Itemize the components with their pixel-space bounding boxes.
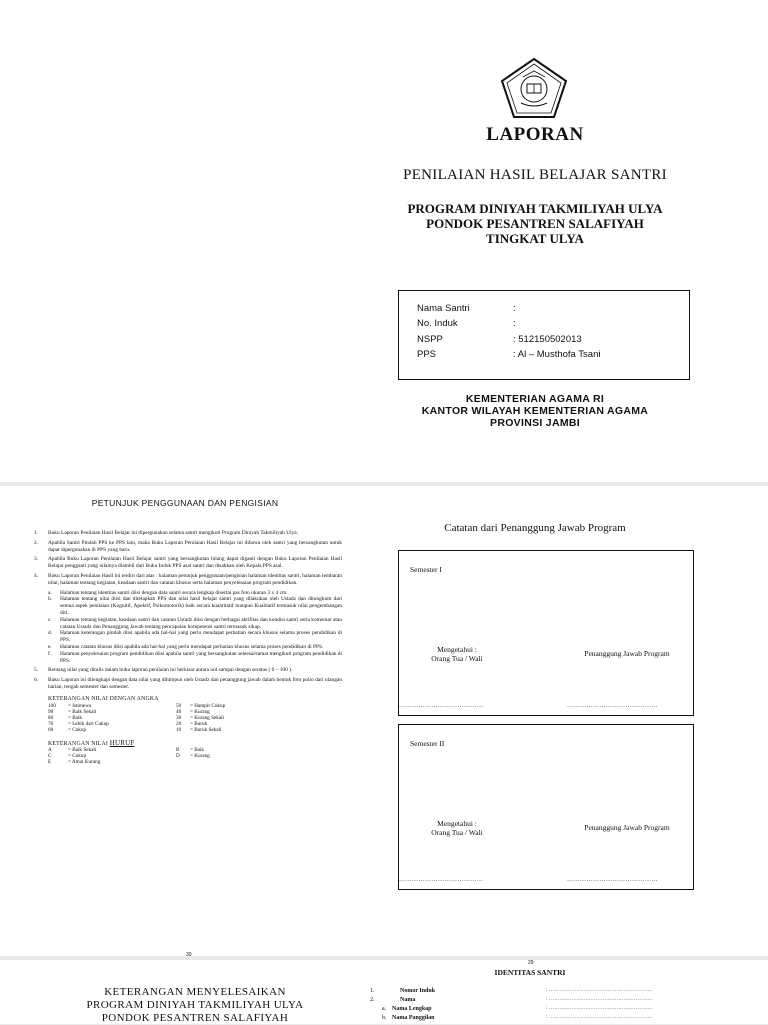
grade-desc: = Baik xyxy=(190,747,205,754)
ministry-line: KEMENTERIAN AGAMA RI xyxy=(465,393,605,405)
program-line: PONDOK PESANTREN SALAFIYAH xyxy=(426,216,644,231)
grade-value: A xyxy=(48,747,52,754)
grade-desc: = Istimewa xyxy=(68,702,92,709)
identity-label: Nama Santri xyxy=(417,303,470,314)
item-letter: f. xyxy=(48,650,52,657)
grade-value: 70 xyxy=(48,720,54,727)
page-number: 29 xyxy=(528,960,534,966)
row-label: Nama Panggilan xyxy=(392,1015,435,1021)
row-number: 1. xyxy=(370,988,375,994)
semester-label: Semester I xyxy=(410,565,442,574)
page-number: 30 xyxy=(186,952,192,958)
item-text: Apabila Santri Pindah PPS ke PPS lain, maka Buku Laporan Penilaian Hasil Belajar ini dibawa oleh santri yang bersangkutan untuk dapat dipergunakan di PPS yang baru. xyxy=(48,539,342,553)
sub-item xyxy=(32,651,342,665)
grade-desc: = Baik xyxy=(68,714,83,721)
grade-value: B xyxy=(176,747,180,754)
item-number: 3. xyxy=(34,556,39,563)
item-number: 4. xyxy=(34,572,39,579)
item-number: 5. xyxy=(34,667,39,674)
cover-page xyxy=(0,0,768,482)
row-letter: b. xyxy=(382,1015,387,1021)
parent-text: Orang Tua / Wali xyxy=(431,828,483,837)
item-letter: b. xyxy=(48,596,53,603)
ministry-line: KANTOR WILAYAH KEMENTERIAN AGAMA xyxy=(421,405,649,417)
grade-desc: = Buruk Sekali xyxy=(190,726,222,733)
semester-box xyxy=(398,550,694,716)
grade-column-right xyxy=(176,747,210,759)
identity-label: NSPP xyxy=(417,334,443,345)
grade-value: 40 xyxy=(176,708,182,715)
list-item xyxy=(32,677,342,691)
grade-desc: = Kurang Sekali xyxy=(190,714,225,721)
grade-desc: = Cukup xyxy=(68,726,87,733)
signature-line: …………………………………… xyxy=(567,877,658,883)
grade-row xyxy=(48,759,100,765)
grade-row xyxy=(176,753,210,759)
acknowledge-text: Mengetahui : xyxy=(437,645,477,654)
identity-value: : xyxy=(513,318,516,329)
row-letter: a. xyxy=(382,1006,387,1012)
identity-value: : Al – Musthofa Tsani xyxy=(513,349,601,360)
grade-value: 50 xyxy=(176,702,182,709)
row-fill-line: : …………………………………………………… xyxy=(546,988,654,993)
grade-desc: = Kurang xyxy=(190,753,210,760)
instructions-title: PETUNJUK PENGGUNAAN DAN PENGISIAN xyxy=(91,498,279,508)
identity-label: PPS xyxy=(417,349,437,360)
completion-line: KETERANGAN MENYELESAIKAN xyxy=(104,986,286,998)
program-line: PROGRAM DINIYAH TAKMILIYAH ULYA xyxy=(407,201,663,216)
grade-value: 100 xyxy=(48,702,56,709)
acknowledge-text: Mengetahui : xyxy=(437,819,477,828)
grade-number-title: KETERANGAN NILAI DENGAN ANGKA xyxy=(48,695,159,702)
grade-column-right xyxy=(176,703,225,733)
row-fill-line: : …………………………………………………… xyxy=(546,1015,654,1020)
identity-title: IDENTITAS SANTRI xyxy=(494,968,566,977)
semester-box xyxy=(398,724,694,890)
item-number: 1. xyxy=(34,530,39,536)
parent-text: Orang Tua / Wali xyxy=(431,654,483,663)
item-letter: c. xyxy=(48,616,52,623)
sub-item xyxy=(32,596,342,616)
grade-row xyxy=(176,727,225,733)
identity-value: : 512150502013 xyxy=(513,334,582,345)
ministry-line: PROVINSI JAMBI xyxy=(490,417,580,429)
report-title: LAPORAN xyxy=(486,124,584,145)
instructions-notes-page xyxy=(0,486,768,956)
grade-letter-title xyxy=(48,740,342,748)
grade-value: E xyxy=(48,759,52,766)
item-text: Halaman catatan khusus diisi apabila ada hal-hal yang perlu mendapat perhatian khusus selama proses pendidikan di PPS. xyxy=(60,643,324,650)
item-text: Halaman penyelesaian program pendidikan diisi apabila santri yang bersangkutan seleesai/tamat mengikuti program pendidikan di PPS. xyxy=(60,650,342,664)
row-fill-line: : …………………………………………………… xyxy=(546,997,654,1002)
item-text: Buku Laporan ini dilengkapi dengan data nilai yang dihimpun oleh Ustadz dan penanggung jawab dalam bentuk foto polio dari ulangan harian, tengah semester dan semester. xyxy=(48,677,342,690)
row-label: Nama xyxy=(400,997,416,1003)
grade-value: C xyxy=(48,753,52,760)
item-letter: e. xyxy=(48,643,52,650)
item-letter: a. xyxy=(48,589,52,596)
grade-desc: = Lebih dari Cukup xyxy=(68,720,109,727)
row-label: Nomor Induk xyxy=(400,988,436,994)
grade-column-left xyxy=(48,747,100,765)
signature-line: ………………………………… xyxy=(399,877,484,883)
item-text: Apabila Buku Laporan Penilaian Hasil Belajar santri yang bersangkutan hilang dapat diganti dengan Buku Laporan Penilaian Hasil Belajar pengganti yang nilainya diambil dari Buku Induk PPS asal santri dan disahkan oleh Kepala PPS asal. xyxy=(48,556,342,570)
completion-line: PROGRAM DINIYAH TAKMILIYAH ULYA xyxy=(86,999,304,1011)
parent-sign-label xyxy=(417,819,497,837)
signature-line: …………………………………… xyxy=(567,703,658,709)
item-number: 6. xyxy=(34,677,39,684)
list-item xyxy=(32,556,342,570)
list-item xyxy=(32,530,342,537)
completion-line: PONDOK PESANTREN SALAFIYAH xyxy=(101,1012,289,1024)
grade-letter-title-word: HURUF xyxy=(109,738,135,747)
item-letter: d. xyxy=(48,630,53,637)
notes-title: Catatan dari Penanggung Jawab Program xyxy=(444,522,626,534)
grade-desc: = Baik Sekali xyxy=(68,747,97,754)
grade-desc: = Cukup xyxy=(68,753,87,760)
grade-desc: = Hampir Cukup xyxy=(190,702,226,709)
coordinator-sign-label: Penanggung Jawab Program xyxy=(584,823,670,832)
parent-sign-label xyxy=(417,645,497,663)
ministry-emblem-icon xyxy=(499,57,569,119)
grade-desc: = Baik Sekali xyxy=(68,708,97,715)
grade-value: 30 xyxy=(176,714,182,721)
grade-value: 60 xyxy=(48,726,54,733)
item-text: Halaman tentang identitas santri diisi dengan data santri secara lengkap disertai pas foto ukuran 3 x 4 cm. xyxy=(60,589,288,596)
grade-letter-table xyxy=(48,747,342,767)
grade-desc: = Amat Kurang xyxy=(68,759,101,766)
program-line: TINGKAT ULYA xyxy=(486,231,584,246)
grade-value: 10 xyxy=(176,726,182,733)
identity-value: : xyxy=(513,303,516,314)
row-label: Nama Lengkap xyxy=(392,1006,432,1012)
item-text: Buku Laporan Penilaian Hasil ini terdiri dari atas : halaman petunjuk penggunaan/pengisian halaman identitas santri, halaman lembaran nilai, halaman tentang kegiatan, keadaan santri dan catatan khusus serta halaman penyelesaian program pendidikan. xyxy=(48,572,342,586)
row-fill-line: : …………………………………………………… xyxy=(546,1006,654,1011)
sub-item xyxy=(32,590,342,597)
identity-label: No. Induk xyxy=(417,318,458,329)
student-identity-box xyxy=(398,290,690,380)
item-text: Halaman tentang nilai diisi dan ditetapkan PPS dan nilai hasil belajar santri yang dilakukan oleh Ustadz dan ditungkum dari semua aspek penilaian (Kognitif, Apektif, Psikomotorik) baik secara kuantitatif maupun Kualitatif termasuk nilai pengembangan diri. xyxy=(60,596,342,616)
item-number: 2. xyxy=(34,539,39,546)
item-text: Halaman keterangan pindah diisi apabila ada hal-hal yang perlu mendapat perhatian secara khusus selama proses pendidikan di PPS. xyxy=(60,630,342,644)
completion-block xyxy=(60,986,330,1025)
item-text: Halaman tentang kegiatan, keadaan santri dan catatan Ustadz diisi dengan berbagai aktifitas dan kondisi santri serta komentar atau catatan Ustadz dan Penanggung Jawab tentang pencapaian kompetensi santri termasuk sikap. xyxy=(60,616,342,630)
coordinator-sign-label: Penanggung Jawab Program xyxy=(584,649,670,658)
item-text: Buku Laporan Penilaian Hasil Belajar ini dipergunakan selama santri mengikuti Program Diniyah Takmiliyah Ulya. xyxy=(48,530,299,536)
sub-item xyxy=(32,644,342,651)
completion-identity-page xyxy=(0,960,768,1024)
grade-desc: = Kurang xyxy=(190,708,210,715)
grade-number-table xyxy=(48,703,342,735)
grade-value: D xyxy=(176,753,180,760)
grade-letter-title-text: KETERANGAN NILAI xyxy=(48,740,109,747)
sub-item xyxy=(32,617,342,631)
grade-desc: = Buruk xyxy=(190,720,208,727)
signature-line: ………………………………… xyxy=(399,703,484,709)
ministry-block xyxy=(380,393,690,429)
semester-label: Semester II xyxy=(410,739,445,748)
grade-value: 90 xyxy=(48,708,54,715)
program-block xyxy=(380,201,690,246)
sub-item xyxy=(32,630,342,644)
list-item xyxy=(32,540,342,554)
grade-row xyxy=(48,727,109,733)
list-item xyxy=(32,573,342,587)
grade-column-left xyxy=(48,703,109,733)
report-subtitle: PENILAIAN HASIL BELAJAR SANTRI xyxy=(403,167,667,183)
list-item xyxy=(32,667,342,674)
row-number: 2. xyxy=(370,997,375,1003)
instructions-list xyxy=(32,530,342,767)
grade-value: 80 xyxy=(48,714,54,721)
grade-value: 20 xyxy=(176,720,182,727)
item-text: Rentang nilai yang ditulis dalam buku laporan penilaian ini berkisar antara nol sampai dengan seratus ( 0 – 100 ). xyxy=(48,667,293,674)
